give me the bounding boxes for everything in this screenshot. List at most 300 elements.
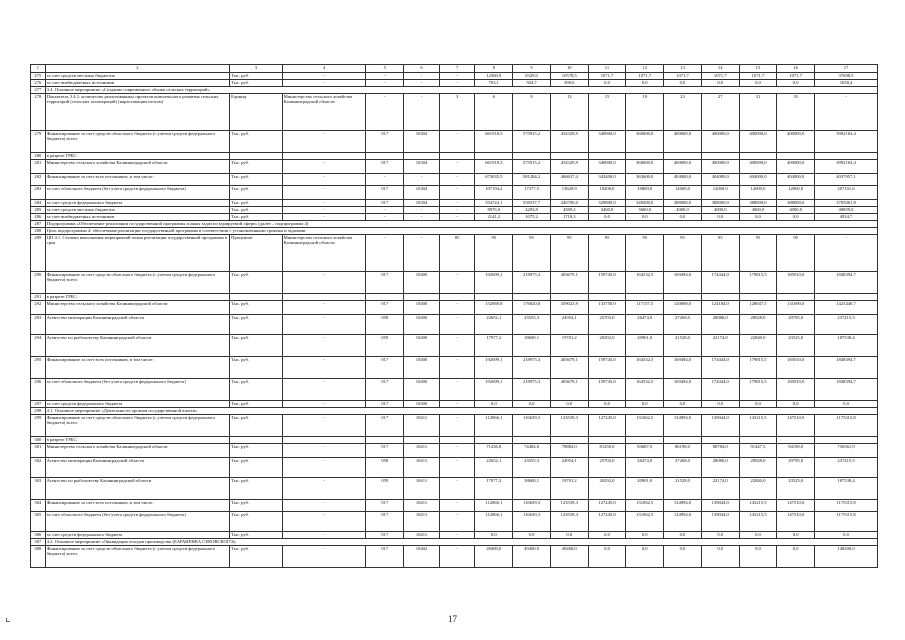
row-number-cell: 281 — [31, 160, 46, 174]
value-cell: 143215,5 — [739, 512, 777, 532]
indicator-name-cell: в разрезе ГРБС: — [45, 153, 229, 160]
indicator-name-cell: за счет средств федерального бюджета — [45, 200, 229, 207]
responsible-cell — [282, 437, 366, 444]
responsible-cell: - — [282, 500, 366, 512]
value-cell: 35 — [777, 94, 815, 131]
table-row — [31, 512, 878, 532]
value-cell: 13 — [550, 94, 588, 131]
table-row — [31, 160, 878, 174]
value-cell: 120698,0 — [664, 301, 702, 315]
value-cell — [475, 153, 513, 160]
value-cell: 176820,0 — [513, 301, 551, 315]
row-number-cell: 307 — [31, 539, 46, 546]
value-cell: 192699,1 — [475, 272, 513, 294]
responsible-cell: - — [282, 200, 366, 207]
code-cell: 017 — [366, 401, 404, 408]
value-cell: 363600,0 — [626, 174, 664, 186]
value-cell: 4000,0 — [701, 207, 739, 214]
code-cell: - — [439, 160, 475, 174]
value-cell: 575915,2 — [513, 131, 551, 153]
value-cell: 131062,5 — [626, 500, 664, 512]
value-cell: 0,0 — [513, 401, 551, 408]
value-cell: - — [815, 94, 878, 131]
value-cell: 12000,0 — [739, 186, 777, 200]
table-row — [31, 207, 878, 214]
value-cell: 147510,0 — [777, 415, 815, 437]
responsible-cell — [282, 294, 366, 301]
code-cell: - — [366, 214, 404, 221]
value-cell: 112066,1 — [475, 512, 513, 532]
row-number-cell: 295 — [31, 357, 46, 379]
row-number-cell: 303 — [31, 478, 46, 500]
value-cell: 329800,0 — [588, 200, 626, 207]
code-cell — [404, 437, 440, 444]
value-cell: 13629,9 — [550, 186, 588, 200]
value-cell: 192699,1 — [475, 357, 513, 379]
indicator-name-cell: Агентство мелиорации Калининградской области — [45, 315, 229, 335]
value-cell: 1071,7 — [588, 73, 626, 80]
value-cell: 388000,0 — [739, 200, 777, 207]
value-cell: 0,0 — [626, 546, 664, 568]
value-cell: 575915,2 — [513, 160, 551, 174]
value-cell — [739, 294, 777, 301]
unit-cell: Тыс. руб. — [230, 214, 282, 221]
value-cell: 0,0 — [664, 401, 702, 408]
unit-cell — [230, 437, 282, 444]
indicator-name-cell: Показатель 3.4.1: количество реализованных проектов комплексного развития сельских территорий (сельских агломераций) (нарастающим итогом) — [45, 94, 229, 131]
unit-cell: Тыс. руб. — [230, 401, 282, 408]
value-cell: 22174,0 — [701, 478, 739, 500]
value-cell: 95 — [664, 235, 702, 272]
value-cell: 139044,0 — [701, 512, 739, 532]
value-cell: 147510,0 — [777, 512, 815, 532]
value-cell — [777, 153, 815, 160]
row-number-cell: 297 — [31, 401, 46, 408]
value-cell: 185010,0 — [777, 379, 815, 401]
row-number-cell: 301 — [31, 444, 46, 458]
value-cell: 22652,1 — [475, 458, 513, 478]
page-number: 17 — [448, 614, 457, 624]
value-cell: 1848394,7 — [815, 357, 878, 379]
row-number-cell: 293 — [31, 315, 46, 335]
table-body — [31, 65, 878, 568]
responsible-cell: - — [282, 301, 366, 315]
table-row — [31, 357, 878, 379]
value-cell — [777, 437, 815, 444]
table-row — [31, 186, 878, 200]
value-cell: 218975,3 — [513, 272, 551, 294]
value-cell: 71436,8 — [475, 444, 513, 458]
indicator-name-cell: в разрезе ГРБС: — [45, 437, 229, 444]
value-cell: 134994,0 — [664, 512, 702, 532]
value-cell: 123539,3 — [550, 500, 588, 512]
value-cell: 117157,5 — [626, 301, 664, 315]
value-cell: 148200,0 — [815, 546, 878, 568]
responsible-cell: - — [282, 315, 366, 335]
unit-cell: Тыс. руб. — [230, 186, 282, 200]
code-cell: - — [366, 80, 404, 87]
unit-cell: Тыс. руб. — [230, 546, 282, 568]
header-cell: 3 — [230, 65, 282, 73]
value-cell: 0,0 — [664, 532, 702, 539]
unit-cell: Процентов — [230, 235, 282, 272]
code-cell: - — [439, 335, 475, 357]
value-cell: 0,0 — [588, 214, 626, 221]
value-cell: 0,0 — [588, 401, 626, 408]
row-number-cell: 292 — [31, 301, 46, 315]
value-cell: 6 — [475, 94, 513, 131]
value-cell: 404000,0 — [701, 174, 739, 186]
code-cell: - — [439, 315, 475, 335]
code-cell: 058 — [366, 315, 404, 335]
value-cell: 179815,5 — [739, 379, 777, 401]
value-cell: 0,0 — [701, 546, 739, 568]
indicator-name-cell: за счет внебюджетных источников — [45, 214, 229, 221]
responsible-cell: - — [282, 214, 366, 221]
header-cell: 2 — [45, 65, 229, 73]
value-cell — [664, 294, 702, 301]
code-cell: - — [439, 401, 475, 408]
value-cell: 4037957,1 — [815, 174, 878, 186]
code-cell: 017 — [366, 532, 404, 539]
code-cell: - — [404, 94, 440, 131]
value-cell: 390,6 — [550, 80, 588, 87]
value-cell: 1071,7 — [777, 73, 815, 80]
value-cell: 91447,5 — [739, 444, 777, 458]
row-number-cell: 287 — [31, 221, 46, 228]
value-cell: 400000,0 — [664, 160, 702, 174]
indicator-name-cell: ЦП 4.1. Степень выполнения мероприятий плана реализации государственной программы в срок — [45, 235, 229, 272]
responsible-cell: - — [282, 131, 366, 153]
value-cell: 360000,0 — [626, 131, 664, 153]
section-title-cell: 4.2. Основное мероприятие «Ликвидация отходов производства (БАРАНЕНКА СЕКОВСКОГО)» — [45, 539, 877, 546]
value-cell: 404000,0 — [777, 174, 815, 186]
value-cell: 0,0 — [777, 214, 815, 221]
value-cell: 0,0 — [815, 401, 878, 408]
value-cell: 0,0 — [777, 80, 815, 87]
value-cell: 388000,0 — [664, 200, 702, 207]
value-cell: 21528,0 — [664, 478, 702, 500]
value-cell: 20901,0 — [626, 335, 664, 357]
value-cell: 0,0 — [626, 214, 664, 221]
code-cell: 059 — [366, 478, 404, 500]
value-cell: 192699,1 — [475, 379, 513, 401]
header-cell: 9 — [513, 65, 551, 73]
table-row — [31, 87, 878, 94]
code-cell: - — [404, 207, 440, 214]
value-cell: 3600,0 — [626, 207, 664, 214]
indicator-name-cell: Министерство сельского хозяйства Калининградской области — [45, 160, 229, 174]
code-cell: - — [439, 272, 475, 294]
table-row — [31, 131, 878, 153]
row-number-cell: 277 — [31, 87, 46, 94]
unit-cell: Тыс. руб. — [230, 73, 282, 80]
value-cell: 164532,5 — [626, 357, 664, 379]
table-row — [31, 153, 878, 160]
value-cell: 4000,0 — [777, 207, 815, 214]
value-cell — [815, 153, 878, 160]
unit-cell: Тыс. руб. — [230, 415, 282, 437]
code-cell: 017 — [366, 546, 404, 568]
value-cell: 4589,2 — [550, 207, 588, 214]
value-cell: 400000,0 — [701, 131, 739, 153]
value-cell: 127245,0 — [588, 500, 626, 512]
value-cell — [701, 153, 739, 160]
unit-cell: Тыс. руб. — [230, 478, 282, 500]
value-cell: 4000,0 — [664, 207, 702, 214]
indicator-name-cell: Финансирование за счет всех источников, в том числе: — [45, 357, 229, 379]
value-cell: 28928,0 — [739, 458, 777, 478]
code-cell: - — [404, 235, 440, 272]
value-cell: 164532,5 — [626, 379, 664, 401]
value-cell — [626, 153, 664, 160]
value-cell: 0,0 — [513, 532, 551, 539]
unit-cell: Тыс. руб. — [230, 532, 282, 539]
value-cell: 8976,0 — [475, 207, 513, 214]
value-cell: 440700,0 — [550, 200, 588, 207]
header-cell: 5 — [366, 65, 404, 73]
value-cell: 0,0 — [664, 546, 702, 568]
value-cell: 28086,0 — [701, 315, 739, 335]
row-number-cell: 291 — [31, 294, 46, 301]
value-cell: 554724,1 — [475, 200, 513, 207]
value-cell: 340000,0 — [588, 160, 626, 174]
value-cell: 31 — [739, 94, 777, 131]
value-cell: 94190,0 — [777, 444, 815, 458]
table-row — [31, 228, 878, 235]
value-cell: 123539,3 — [550, 512, 588, 532]
value-cell: 0,0 — [626, 532, 664, 539]
value-cell: 23555,3 — [513, 315, 551, 335]
unit-cell: Тыс. руб. — [230, 315, 282, 335]
value-cell — [664, 153, 702, 160]
value-cell: 187538,4 — [815, 478, 878, 500]
row-number-cell: 308 — [31, 546, 46, 568]
value-cell — [550, 437, 588, 444]
value-cell: 26474,0 — [626, 315, 664, 335]
value-cell: 0,0 — [626, 80, 664, 87]
value-cell: 388000,0 — [701, 200, 739, 207]
row-number-cell: 278 — [31, 94, 46, 131]
value-cell: 340000,0 — [588, 131, 626, 153]
header-cell: 11 — [588, 65, 626, 73]
code-cell: - — [404, 214, 440, 221]
indicator-name-cell: за счет внебюджетных источников — [45, 80, 229, 87]
table-row — [31, 401, 878, 408]
value-cell: 112066,1 — [475, 415, 513, 437]
value-cell: 403679,1 — [550, 272, 588, 294]
responsible-cell — [282, 153, 366, 160]
value-cell: 1718,3 — [550, 214, 588, 221]
value-cell — [550, 153, 588, 160]
value-cell: 107194,2 — [475, 186, 513, 200]
value-cell: 0,0 — [664, 80, 702, 87]
unit-cell: Тыс. руб. — [230, 458, 282, 478]
value-cell: 1071,7 — [626, 73, 664, 80]
code-cell: - — [404, 80, 440, 87]
value-cell: 0,0 — [664, 214, 702, 221]
row-number-cell: 299 — [31, 415, 46, 437]
value-cell: 127245,0 — [588, 415, 626, 437]
value-cell: 0,0 — [550, 401, 588, 408]
code-cell: 10400 — [404, 401, 440, 408]
value-cell: 8 — [513, 94, 551, 131]
value-cell: 343400,0 — [588, 174, 626, 186]
value-cell: 22652,1 — [475, 315, 513, 335]
code-cell: 059 — [366, 335, 404, 357]
code-cell: 10411 — [404, 415, 440, 437]
row-number-cell: 284 — [31, 200, 46, 207]
code-cell — [439, 153, 475, 160]
unit-cell: Единиц — [230, 94, 282, 131]
row-number-cell: 296 — [31, 379, 46, 401]
indicator-name-cell: Финансирование за счет средств областного бюджета (с учетом средств федерального бюджета) всего: — [45, 546, 229, 568]
value-cell: 131690,0 — [777, 301, 815, 315]
value-cell — [626, 294, 664, 301]
value-cell: 0,0 — [815, 532, 878, 539]
value-cell: 81250,0 — [588, 444, 626, 458]
code-cell: - — [439, 532, 475, 539]
value-cell: 74484,0 — [513, 444, 551, 458]
indicator-name-cell: за счет средств местных бюджетов — [45, 207, 229, 214]
indicator-name-cell: за счет областного бюджета (без учета средств федерального бюджета) — [45, 186, 229, 200]
value-cell — [513, 153, 551, 160]
code-cell: - — [366, 207, 404, 214]
value-cell: 20292,0 — [588, 335, 626, 357]
value-cell: 404000,0 — [664, 174, 702, 186]
value-cell: 558537,7 — [513, 200, 551, 207]
corner-mark — [6, 618, 10, 622]
responsible-cell: - — [282, 458, 366, 478]
value-cell: 131062,5 — [626, 415, 664, 437]
value-cell: 3992163,4 — [815, 131, 878, 153]
header-cell: 4 — [282, 65, 366, 73]
unit-cell: Тыс. руб. — [230, 512, 282, 532]
value-cell: 124184,0 — [701, 301, 739, 315]
row-number-cell: 285 — [31, 207, 46, 214]
row-number-cell: 294 — [31, 335, 46, 357]
responsible-cell: - — [282, 80, 366, 87]
table-header-row — [31, 65, 878, 73]
value-cell — [588, 153, 626, 160]
value-cell: 139044,0 — [701, 500, 739, 512]
code-cell: 017 — [366, 301, 404, 315]
responsible-cell: - — [282, 73, 366, 80]
value-cell: 88784,0 — [701, 444, 739, 458]
value-cell: 400000,0 — [664, 131, 702, 153]
table-row — [31, 315, 878, 335]
value-cell — [475, 437, 513, 444]
unit-cell: Тыс. руб. — [230, 207, 282, 214]
responsible-cell: - — [282, 415, 366, 437]
value-cell: 0,0 — [701, 401, 739, 408]
value-cell: 661918,3 — [475, 160, 513, 174]
code-cell: - — [439, 415, 475, 437]
value-cell — [739, 437, 777, 444]
value-cell: 1071,7 — [701, 73, 739, 80]
code-cell: - — [439, 80, 475, 87]
value-cell: 218975,3 — [513, 357, 551, 379]
value-cell: 29795,0 — [777, 315, 815, 335]
value-cell: 26474,0 — [626, 458, 664, 478]
value-cell: 400000,0 — [739, 160, 777, 174]
responsible-cell: - — [282, 186, 366, 200]
value-cell: 0,0 — [588, 532, 626, 539]
value-cell: 10578,5 — [550, 73, 588, 80]
value-cell: 49400,0 — [475, 546, 513, 568]
code-cell: - — [439, 301, 475, 315]
code-cell: 10304 — [404, 186, 440, 200]
section-title-cell: Цель подпрограммы 4: обеспечение реализации государственной программы в соответствии с установленными сроками и задачами — [45, 228, 877, 235]
value-cell: 237415,5 — [815, 458, 878, 478]
code-cell: 10400 — [404, 357, 440, 379]
value-cell: 185010,0 — [777, 272, 815, 294]
indicator-name-cell: за счет средств федерального бюджета — [45, 532, 229, 539]
table-row — [31, 214, 878, 221]
indicator-name-cell: Финансирование за счет всех источников, в том числе: — [45, 500, 229, 512]
code-cell: - — [439, 500, 475, 512]
code-cell — [439, 437, 475, 444]
code-cell — [366, 437, 404, 444]
section-title-cell: 3.4. Основное мероприятие «Создание современного облика сельских территорий» — [45, 87, 877, 94]
code-cell — [404, 294, 440, 301]
value-cell: 187538,4 — [815, 335, 878, 357]
value-cell — [513, 437, 551, 444]
table-row — [31, 408, 878, 415]
row-number-cell: 302 — [31, 458, 46, 478]
table-row — [31, 73, 878, 80]
responsible-cell: - — [282, 478, 366, 500]
unit-cell: Тыс. руб. — [230, 272, 282, 294]
row-number-cell: 282 — [31, 174, 46, 186]
row-number-cell: 306 — [31, 532, 46, 539]
value-cell: 128047,5 — [739, 301, 777, 315]
row-number-cell: 289 — [31, 235, 46, 272]
code-cell: 10400 — [404, 272, 440, 294]
header-cell: 17 — [815, 65, 878, 73]
value-cell: 123539,3 — [550, 415, 588, 437]
value-cell: 25703,0 — [588, 315, 626, 335]
table-row — [31, 539, 878, 546]
row-number-cell: 300 — [31, 437, 46, 444]
value-cell: 174444,0 — [701, 357, 739, 379]
value-cell: 360000,0 — [626, 160, 664, 174]
value-cell — [701, 437, 739, 444]
value-cell: 159745,0 — [588, 379, 626, 401]
table-row — [31, 235, 878, 272]
row-number-cell: 305 — [31, 512, 46, 532]
value-cell — [550, 294, 588, 301]
budget-table — [30, 64, 878, 568]
value-cell: 95 — [739, 235, 777, 272]
value-cell: 25703,0 — [588, 458, 626, 478]
indicator-name-cell: Агентство по рыболовству Калининградской области — [45, 478, 229, 500]
value-cell — [777, 294, 815, 301]
value-cell: 139044,0 — [701, 415, 739, 437]
code-cell: 017 — [366, 444, 404, 458]
code-cell: 10400 — [404, 315, 440, 335]
value-cell — [664, 437, 702, 444]
responsible-cell: - — [282, 207, 366, 214]
header-cell: 1 — [31, 65, 46, 73]
header-cell: 15 — [739, 65, 777, 73]
unit-cell: Тыс. руб. — [230, 444, 282, 458]
value-cell: 22174,0 — [701, 335, 739, 357]
responsible-cell: - — [282, 174, 366, 186]
code-cell: 3 — [439, 94, 475, 131]
value-cell: 10200,0 — [588, 186, 626, 200]
value-cell: 95 — [475, 235, 513, 272]
